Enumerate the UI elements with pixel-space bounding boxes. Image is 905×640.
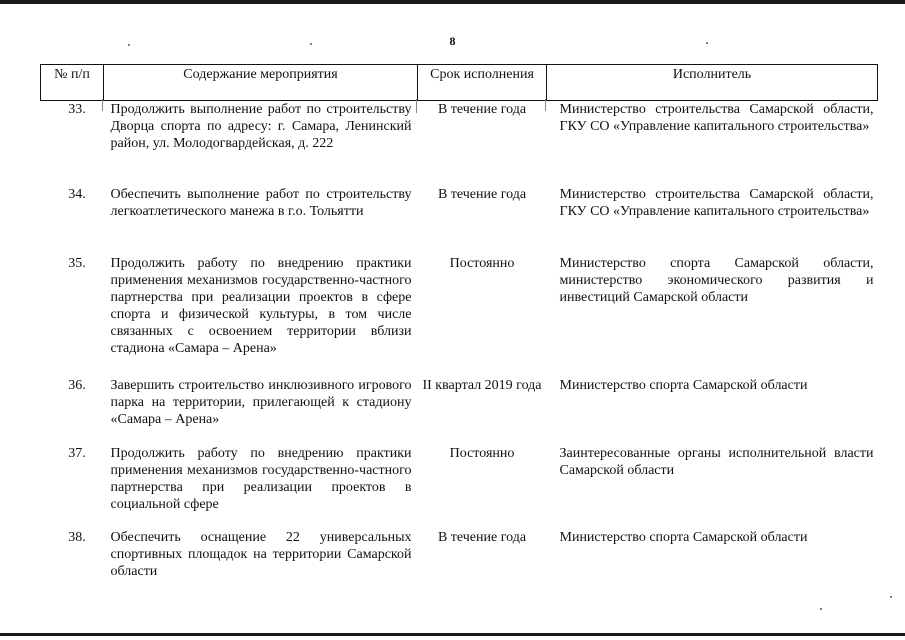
row-description: Продолжить работу по внедрению практики применения механизмов государственно-частного партнерства при реализации проектов в сфере спорта и физической культуры, в том числе связанных с освоением территории вблизи стадиона «Самара – Арена» <box>110 256 412 356</box>
row-separator-fragment <box>416 99 417 113</box>
row-executor: Заинтересованные органы исполнительной власти Самарской области <box>559 446 874 478</box>
row-executor: Министерство спорта Самарской области <box>559 378 808 393</box>
row-term: В течение года <box>437 530 527 545</box>
row-term: II квартал 2019 года <box>422 378 542 393</box>
row-description: Завершить строительство инклюзивного игрового парка на территории, прилегающей к стадиону «Самара – Арена» <box>110 378 412 427</box>
scan-edge-top <box>0 0 905 4</box>
row-description: Обеспечить оснащение 22 универсальных спортивных площадок на территории Самарской области <box>110 530 412 579</box>
table-header-row <box>41 65 878 101</box>
header-term: Срок исполнения <box>418 65 547 101</box>
row-number: 33. <box>68 102 86 117</box>
row-term: Постоянно <box>449 256 515 271</box>
row-term: Постоянно <box>449 446 515 461</box>
scan-edge-bottom <box>0 633 905 636</box>
row-term: В течение года <box>437 187 527 202</box>
table-row <box>41 377 878 445</box>
row-description: Обеспечить выполнение работ по строительству легкоатлетического манежа в г.о. Тольятти <box>110 187 412 219</box>
header-executor: Исполнитель <box>547 65 878 101</box>
row-description: Продолжить выполнение работ по строительству Дворца спорта по адресу: г. Самара, Ленинский район, ул. Молодогвардейская, д. 222 <box>110 102 412 151</box>
table-row <box>41 186 878 255</box>
row-description: Продолжить работу по внедрению практики применения механизмов государственно-частного партнерства при реализации проектов в социальной сфере <box>110 446 412 512</box>
row-separator-fragment <box>102 99 103 111</box>
row-executor: Министерство спорта Самарской области, министерство экономического развития и инвестиций Самарской области <box>559 256 874 305</box>
header-num: № п/п <box>41 65 104 101</box>
row-number: 37. <box>68 446 86 461</box>
scan-speck <box>820 608 822 610</box>
events-table-container <box>40 64 877 581</box>
row-executor: Министерство строительства Самарской области, ГКУ СО «Управление капитального строительства» <box>559 102 874 134</box>
table-row <box>41 255 878 377</box>
row-executor: Министерство спорта Самарской области <box>559 530 808 545</box>
row-number: 34. <box>68 187 86 202</box>
row-term: В течение года <box>437 102 527 117</box>
row-number: 38. <box>68 530 86 545</box>
events-table <box>40 64 878 581</box>
table-row <box>41 101 878 187</box>
row-separator-fragment <box>545 99 546 111</box>
table-row <box>41 529 878 581</box>
scan-speck <box>890 596 892 598</box>
row-number: 35. <box>68 256 86 271</box>
row-number: 36. <box>68 378 86 393</box>
row-executor: Министерство строительства Самарской области, ГКУ СО «Управление капитального строительства» <box>559 187 874 219</box>
page-number: 8 <box>449 34 456 48</box>
header-description: Содержание мероприятия <box>104 65 418 101</box>
table-row <box>41 445 878 529</box>
